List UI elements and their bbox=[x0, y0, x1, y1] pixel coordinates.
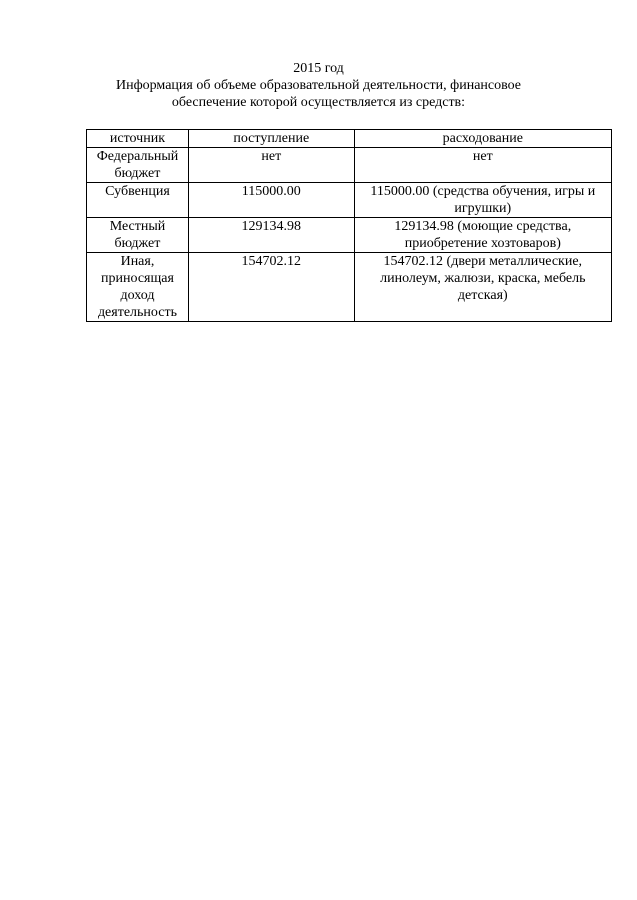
document-heading bbox=[0, 60, 637, 111]
cell-expense: нет bbox=[354, 148, 611, 183]
cell-income: 129134.98 bbox=[188, 218, 354, 253]
heading-line-1: Информация об объеме образовательной деятельности, финансовое bbox=[115, 78, 522, 93]
table-row bbox=[87, 218, 612, 253]
header-expense: расходование bbox=[354, 130, 611, 148]
cell-source: Субвенция bbox=[87, 183, 189, 218]
table-row bbox=[87, 183, 612, 218]
finance-table bbox=[86, 129, 612, 322]
cell-income: нет bbox=[188, 148, 354, 183]
cell-income: 115000.00 bbox=[188, 183, 354, 218]
cell-source: Федеральный бюджет bbox=[87, 148, 189, 183]
cell-expense: 154702.12 (двери металлические, линолеум, жалюзи, краска, мебель детская) bbox=[354, 253, 611, 322]
table-row bbox=[87, 148, 612, 183]
cell-expense: 129134.98 (моющие средства, приобретение хозтоваров) bbox=[354, 218, 611, 253]
cell-source: Иная, приносящая доход деятельность bbox=[87, 253, 189, 322]
table-row bbox=[87, 253, 612, 322]
cell-income: 154702.12 bbox=[188, 253, 354, 322]
header-income: поступление bbox=[188, 130, 354, 148]
cell-expense: 115000.00 (средства обучения, игры и игрушки) bbox=[354, 183, 611, 218]
year-title: 2015 год bbox=[293, 61, 344, 76]
header-source: источник bbox=[87, 130, 189, 148]
table-header-row bbox=[87, 130, 612, 148]
cell-source: Местный бюджет bbox=[87, 218, 189, 253]
heading-line-2: обеспечение которой осуществляется из средств: bbox=[171, 95, 466, 110]
